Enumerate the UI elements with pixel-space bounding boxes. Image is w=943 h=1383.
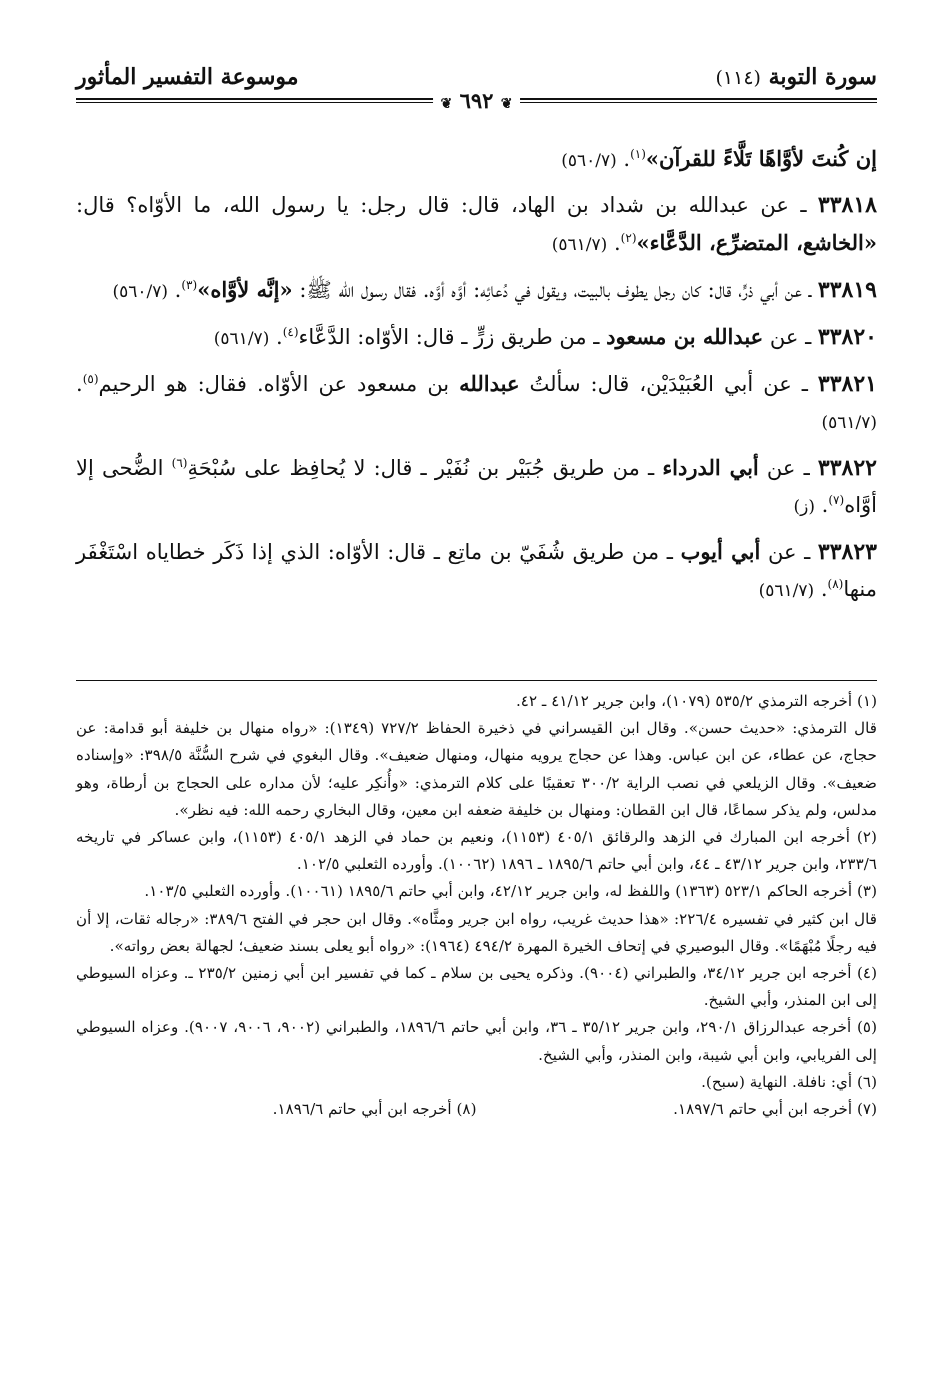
- entry-text-bold: «إنَّه لأوَّاه»: [197, 277, 293, 302]
- ornament-icon: ❦: [440, 96, 453, 112]
- footnote: (٣) أخرجه الحاكم ٥٢٣/١ (١٣٦٣) واللفظ له، وابن جرير ٤٢/١٢، وابن أبي حاتم ١٨٩٥/٦ (١٠٠٦١). وأورده الثعلبي ١٠٣/٥.: [144, 882, 877, 901]
- footnote-ref: (٦): [171, 456, 188, 470]
- entry-text: ـ عن عبدالله بن شداد بن الهاد، قال: قال رجل: يا رسول الله، ما الأوّاه؟ قال:: [76, 193, 818, 217]
- footnote-8: (٨) أخرجه ابن أبي حاتم ١٨٩٦/٦.: [272, 1100, 477, 1119]
- entry-text: الضُّحى إلا أوَّاه: [76, 456, 877, 517]
- volume-page-ref: (٥٦١/٧): [213, 329, 270, 349]
- footnote-ref: (٥): [82, 372, 99, 386]
- page-number: ٦٩٢: [459, 88, 494, 113]
- entry-text: ـ عن أبي ذرٍّ، قال: كان رجل يطوف بالبيت، ويقول في دُعائِه: أوَّه أوَّه. فقال رسول الله ﷺ:: [292, 278, 818, 302]
- footnote-ref: (٨): [827, 577, 844, 591]
- footnote-ref: (٢): [620, 231, 637, 245]
- footnote: قال الترمذي: «حديث حسن». وقال ابن القيسراني في ذخيرة الحفاظ ٧٢٧/٢ (١٣٤٩): «رواه منهال بن خليفة أبو قدامة: عن حجاج، عن عطاء، عن ابن عباس. وهذا عن حجاج يرويه منهال، ومنهال ضعيف». وقال البغوي في شرح السُّنَّة ٣٩٨/٥: «وإسناده ضعيف». وقال الزيلعي في نصب الراية ٣٠٠/٢ تعقيبًا على كلام الترمذي: «وأُنكِر عليه؛ لأن مداره على الحجاج بن أرطاة، وهو مدلس، ولم يذكر سماعًا، قال ابن القطان: ومنهال بن خليفة ضعفه ابن معين، وقال البخاري رحمه الله: فيه نظر».: [76, 719, 877, 819]
- entry-text: ـ من طريق جُبَيْر بن نُفَيْر ـ قال: لا يُحافِظ على سُبْحَةِ: [187, 456, 663, 480]
- entry-text: ـ عن: [760, 540, 818, 564]
- volume-page-ref: (ز): [793, 497, 815, 517]
- ornament-icon: ❦: [500, 96, 513, 112]
- athar-entry: [76, 187, 877, 264]
- page: [76, 60, 878, 1119]
- surah-number: (١١٤): [715, 67, 761, 89]
- footnote-list: [76, 688, 877, 1096]
- athar-entry: [76, 533, 877, 610]
- entry-text: بن مسعود عن الأوّاه. فقال: هو الرحيم: [98, 372, 460, 396]
- entry-text: .: [168, 278, 182, 302]
- volume-page-ref: (٥٦٠/٧): [561, 151, 617, 171]
- footnote-ref: (٣): [181, 278, 198, 292]
- entry-number: ٣٣٨٢٠: [817, 324, 877, 350]
- footnote: (٤) أخرجه ابن جرير ٣٤/١٢، والطبراني (٩٠٠٤). وذكره يحيى بن سلام ـ كما في تفسير ابن أبي زمنين ٢٣٥/٢ ـ. وعزاه السيوطي إلى ابن المنذر، وأبي الشيخ.: [76, 964, 877, 1010]
- footnote-ref: (٤): [282, 325, 299, 339]
- entry-text: .: [76, 372, 83, 396]
- entry-text: ـ من طريق زرٍّ ـ قال: الأوّاه: الدَّعَّاء: [298, 325, 607, 349]
- athar-entry: [76, 140, 877, 180]
- athar-entry: [76, 271, 877, 311]
- entry-number: ٣٣٨١٨: [817, 192, 877, 218]
- main-text: [76, 140, 877, 617]
- entry-text: .: [814, 577, 828, 601]
- entry-number: ٣٣٨٢١: [817, 371, 877, 397]
- entry-text-bold: إن كُنتَ لأوَّاهًا تَلَّاءً للقرآن»: [645, 146, 877, 171]
- footnotes: [76, 688, 877, 1123]
- entry-text: ـ عن أبي العُبَيْدَيْن، قال: سألتُ: [519, 372, 818, 396]
- running-header: [76, 60, 877, 113]
- surah-name: سورة التوبة: [768, 64, 877, 90]
- footnote-last-row: [76, 1096, 877, 1123]
- page-number-box: [433, 88, 521, 113]
- entry-text: ـ من طريق شُفَيّ بن ماتِع ـ قال: الأوّاه: الذي إذا ذَكَر خطاياه اسْتَغْفَر منها: [76, 540, 877, 601]
- entry-text: ـ عن: [763, 325, 818, 349]
- entry-number: ٣٣٨١٩: [817, 277, 877, 303]
- volume-page-ref: (٥٦١/٧): [758, 581, 815, 601]
- entry-text: ـ عن: [758, 456, 818, 480]
- entry-text: .: [269, 325, 283, 349]
- surah-header: [716, 64, 878, 90]
- entry-text-bold: «الخاشع، المتضرِّع، الدَّعَّاء»: [636, 230, 877, 255]
- entry-text: .: [616, 147, 631, 171]
- footnote: (٦) أي: نافلة. النهاية (سبح).: [701, 1072, 877, 1091]
- athar-entry: [76, 318, 877, 358]
- entry-number: ٣٣٨٢٢: [817, 455, 877, 481]
- book-title: موسوعة التفسير المأثور: [76, 64, 299, 90]
- entry-text-bold: أبي الدرداء: [662, 455, 759, 480]
- footnote: (٢) أخرجه ابن المبارك في الزهد والرقائق ٤٠٥/١ (١١٥٣)، ونعيم بن حماد في الزهد ٤٠٥/١ (١١٥٣)، وابن عساكر في تاريخه ٢٣٣/٦، وابن جرير ٤٣/١٢ ـ ٤٤، وابن أبي حاتم ١٨٩٥/٦ ـ ١٨٩٦ (١٠٠٦٢). وأورده الثعلبي ١٠٢/٥.: [76, 828, 877, 874]
- footnote: قال ابن كثير في تفسيره ٢٢٦/٤: «هذا حديث غريب، رواه ابن جرير ومثَّاه». وقال ابن حجر في الفتح ٣٨٩/٦: «رجاله ثقات، إلا أن فيه رجلًا مُبْهَمًا». وقال البوصيري في إتحاف الخيرة المهرة ٤٩٤/٢ (١٩٦٤): «رواه أبو يعلى بسند ضعيف؛ لجهالة بعض رواته».: [76, 909, 877, 955]
- volume-page-ref: (٥٦١/٧): [821, 413, 877, 433]
- footnote-ref: (١): [630, 147, 646, 161]
- entry-text-bold: عبدالله بن مسعود: [606, 324, 764, 349]
- volume-page-ref: (٥٦١/٧): [551, 235, 608, 255]
- footnote-ref: (٧): [828, 493, 845, 507]
- entry-text: .: [815, 493, 829, 517]
- entry-number: ٣٣٨٢٣: [817, 539, 877, 565]
- footnote: (٥) أخرجه عبدالرزاق ٢٩٠/١، وابن جرير ٣٥/١٢ ـ ٣٦، وابن أبي حاتم ١٨٩٦/٦، والطبراني (٩٠٠٢، ٩٠٠٦، ٩٠٠٧). وعزاه السيوطي إلى الفريابي، وابن أبي شيبة، وابن المنذر، وأبي الشيخ.: [76, 1018, 878, 1064]
- athar-entry: [76, 365, 877, 442]
- footnote-separator: [76, 680, 877, 681]
- footnote-7: (٧) أخرجه ابن أبي حاتم ١٨٩٧/٦.: [673, 1100, 877, 1119]
- entry-text: .: [607, 231, 621, 255]
- volume-page-ref: (٥٦٠/٧): [112, 282, 168, 302]
- athar-entry: [76, 449, 877, 526]
- entry-text-bold: عبدالله: [459, 371, 520, 396]
- footnote: (١) أخرجه الترمذي ٥٣٥/٢ (١٠٧٩)، وابن جرير ٤١/١٢ ـ ٤٢.: [515, 692, 877, 710]
- entry-text-bold: أبي أيوب: [680, 539, 761, 564]
